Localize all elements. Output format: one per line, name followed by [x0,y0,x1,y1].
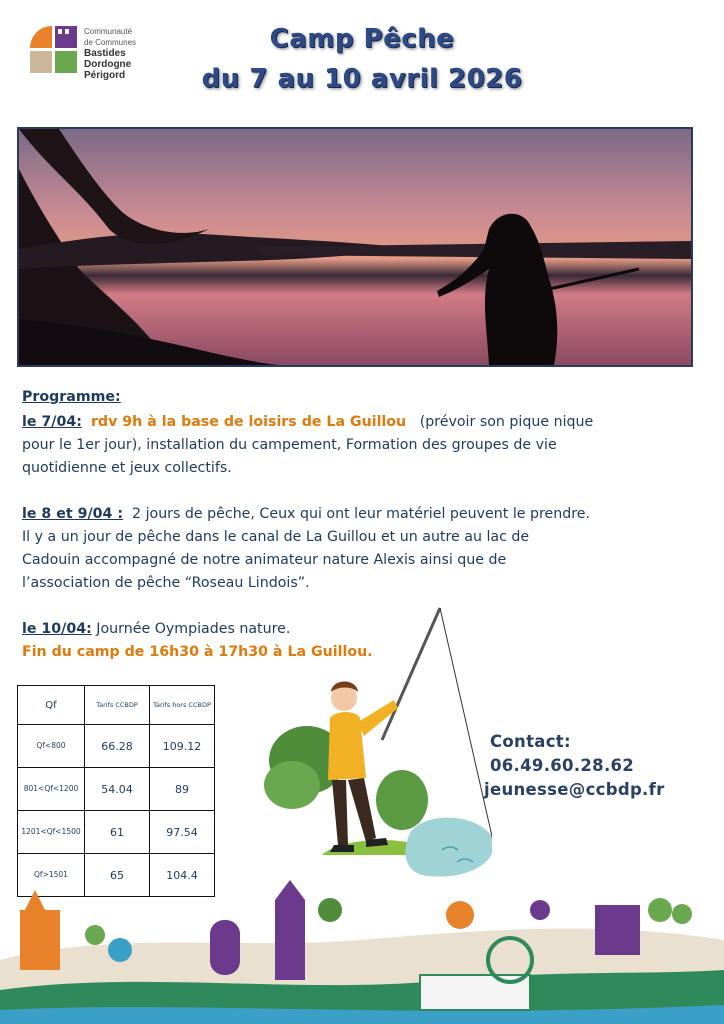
ccbdp-price-cell: 65 [85,854,150,897]
qf-cell: 801<Qf<1200 [18,768,85,811]
table-row [18,725,215,768]
header-tarifs-hors-ccbdp: Tarifs hors CCBDP [150,686,215,725]
tarifs-table [17,685,215,897]
day2-text-4: l’association de pêche “Roseau Lindois”. [22,575,310,591]
hors-price-cell: 89 [150,768,215,811]
day1-text-2: pour le 1er jour), installation du campement, Formation des groupes de vie [22,437,557,453]
qf-cell: 1201<Qf<1500 [18,811,85,854]
contact-phone[interactable]: 06.49.60.28.62 [490,756,635,775]
tarifs-header-row [18,686,215,725]
header-tarifs-ccbdp: Tarifs CCBDP [85,686,150,725]
programme-day1-line1 [22,411,593,434]
sunset-landscape-icon [19,129,691,365]
hors-price-cell: 109.12 [150,725,215,768]
day2-label: le 8 et 9/04 : [22,506,123,522]
ccbdp-price-cell: 61 [85,811,150,854]
ccbdp-price-cell: 66.28 [85,725,150,768]
day2-text-3: Cadouin accompagné de notre animateur nature Alexis ainsi que de [22,552,507,568]
day2-text-1: 2 jours de pêche, Ceux qui ont leur matériel peuvent le prendre. [132,506,591,522]
day3-label: le 10/04: [22,621,92,637]
table-row [18,768,215,811]
day1-text-1: (prévoir son pique nique [419,414,594,430]
fishing-sunset-photo [17,127,693,367]
logo-line-4: Dordogne [84,59,132,70]
header-qf: Qf [18,686,85,725]
qf-cell: Qf<800 [18,725,85,768]
programme-day3-line1 [22,618,290,641]
day1-label: le 7/04: [22,414,82,430]
table-row [18,811,215,854]
logo-line-5: Périgord [84,70,126,81]
hors-price-cell: 97.54 [150,811,215,854]
day3-text-1: Journée Oympiades nature. [96,621,291,637]
day2-text-2: Il y a un jour de pêche dans le canal de La Guillou et un autre au lac de [22,529,530,545]
contact-email[interactable]: jeunesse@ccbdp.fr [484,780,665,799]
qf-cell: Qf>1501 [18,854,85,897]
page-subtitle-dates: du 7 au 10 avril 2026 [201,64,523,94]
hors-price-cell: 104.4 [150,854,215,897]
programme-heading: Programme: [22,389,121,405]
programme-day2-line1 [22,503,590,526]
day3-end-time: Fin du camp de 16h30 à 17h30 à La Guillou. [22,644,373,660]
logo-line-3: Bastides [84,48,126,59]
contact-label: Contact: [490,732,571,751]
ccbdp-price-cell: 54.04 [85,768,150,811]
logo-line-1: Communauté [84,27,133,36]
logo-line-2: de Communes [84,38,137,47]
fisherman-illustration-icon [262,600,492,900]
page-title: Camp Pêche [269,24,455,54]
day1-text-3: quotidienne et jeux collectifs. [22,460,232,476]
territory-banner-icon [0,880,724,1024]
day1-highlight: rdv 9h à la base de loisirs de La Guillou [90,414,407,430]
